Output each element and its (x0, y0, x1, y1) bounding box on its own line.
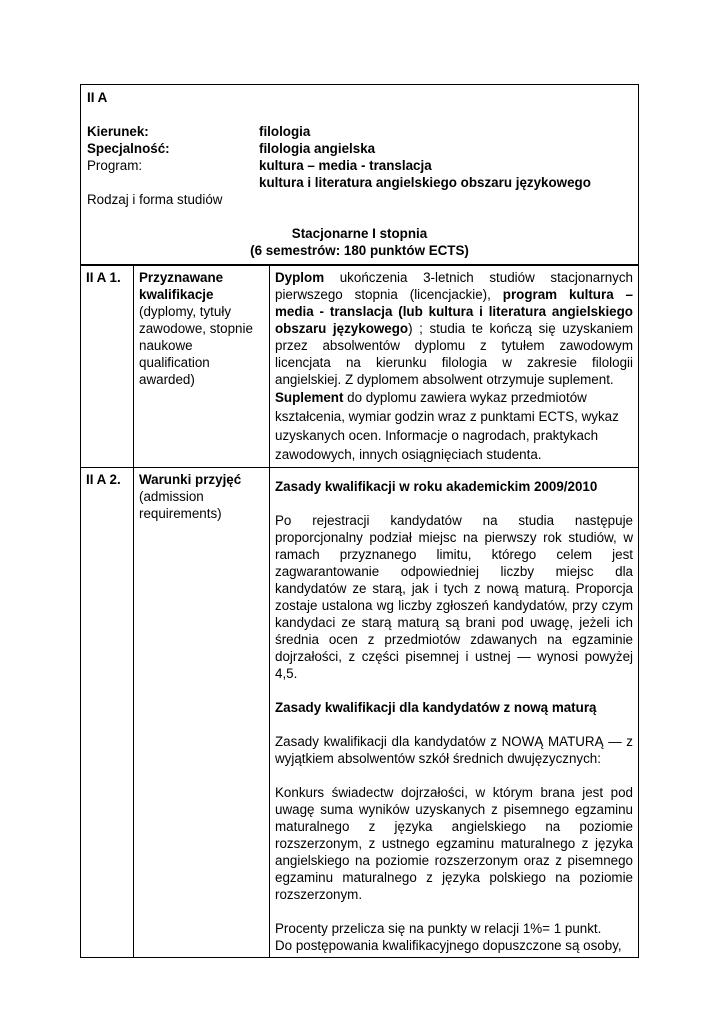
row-subtitle: (dyplomy, tytuły zawodowe, stopnie naukowe qualification awarded) (139, 304, 253, 387)
rodzaj-label: Rodzaj i forma studiów (87, 192, 223, 207)
row-content (270, 468, 639, 958)
section-code: II A (87, 90, 108, 105)
program-value-2: kultura i literatura angielskiego obszaru językowego (259, 175, 591, 190)
program-value-1: kultura – media - translacja (259, 158, 432, 173)
content-paragraph: Procenty przelicza się na punkty w relacji 1%= 1 punkt. (275, 921, 602, 936)
content-paragraph: Zasady kwalifikacji dla kandydatów z NOWĄ MATURĄ — z wyjątkiem absolwentów szkół średnich dwujęzycznych: (275, 734, 633, 766)
program-header (80, 84, 639, 265)
dyplom-paragraph: Dyplom ukończenia 3-letnich studiów stacjonarnych pierwszego stopnia (licencjackie), program kultura – media - translacja (lub kultura i literatura angielskiego obszaru językowego) ; studia te kończą się uzyskaniem przez absolwentów dyplomu z tytułem zawodowym licencjata na kierunku filologia w zakresie filologii angielskiej. Z dyplomem absolwent otrzymuje suplement. (275, 270, 633, 387)
row-title: Przyznawane kwalifikacje (139, 270, 224, 302)
program-row (87, 157, 632, 174)
content-paragraph: Po rejestracji kandydatów na studia następuje proporcjonalny podział miejsc na pierwszy rok studiów, w ramach przyznanego limitu, którego celem jest zagwarantowanie odpowiedniej liczby miejsc dla kandydatów ze starą, jak i tych z nową maturą. Proporcja zostaje ustalona wg liczby zgłoszeń kandydatów, przy czym kandydaci ze starą maturą są brani pod uwagę, jeżeli ich średnia ocen z przedmiotów zdawanych na egzaminie dojrzałości, z części pisemnej i ustnej — wynosi powyżej 4,5. (275, 513, 633, 681)
semesters-info: (6 semestrów: 180 punktów ECTS) (250, 243, 469, 258)
suplement-paragraph: Suplement do dyplomu zawiera wykaz przedmiotów kształcenia, wymiar godzin wraz z punktami ECTS, wykaz uzyskanych ocen. Informacje o nagrodach, praktykach zawodowych, innych osiągnięciach studenta. (275, 390, 619, 462)
row-subtitle: (admission requirements) (139, 489, 222, 521)
qualifications-table (80, 265, 639, 958)
row-title-cell (134, 266, 270, 468)
table-row (81, 468, 639, 958)
row-code: II A 1. (81, 266, 134, 468)
study-type: Stacjonarne I stopnia (291, 226, 428, 241)
content-paragraph: Konkurs świadectw dojrzałości, w którym brana jest pod uwagę suma wyników uzyskanych z pisemnego egzaminu maturalnego z języka angielskiego na poziomie rozszerzonym, z ustnego egzaminu maturalnego z języka angielskiego na poziomie rozszerzonym oraz z pisemnego egzaminu maturalnego z języka polskiego na poziomie rozszerzonym. (275, 785, 633, 902)
document-page (80, 84, 639, 958)
row-code: II A 2. (81, 468, 134, 958)
row-content (270, 266, 639, 468)
row-title-cell (134, 468, 270, 958)
specjalnosc-label: Specjalność: (87, 141, 170, 156)
specjalnosc-row (87, 140, 632, 157)
program-row-2 (87, 174, 632, 191)
table-row (81, 266, 639, 468)
section-heading: Zasady kwalifikacji dla kandydatów z nową maturą (275, 700, 597, 715)
program-label: Program: (87, 158, 143, 173)
specjalnosc-value: filologia angielska (259, 141, 376, 156)
section-heading: Zasady kwalifikacji w roku akademickim 2009/2010 (275, 479, 598, 494)
kierunek-value: filologia (259, 124, 311, 139)
kierunek-row (87, 123, 632, 140)
row-title: Warunki przyjęć (139, 472, 242, 487)
kierunek-label: Kierunek: (87, 124, 149, 139)
content-paragraph: Do postępowania kwalifikacyjnego dopuszczone są osoby, (275, 938, 622, 953)
